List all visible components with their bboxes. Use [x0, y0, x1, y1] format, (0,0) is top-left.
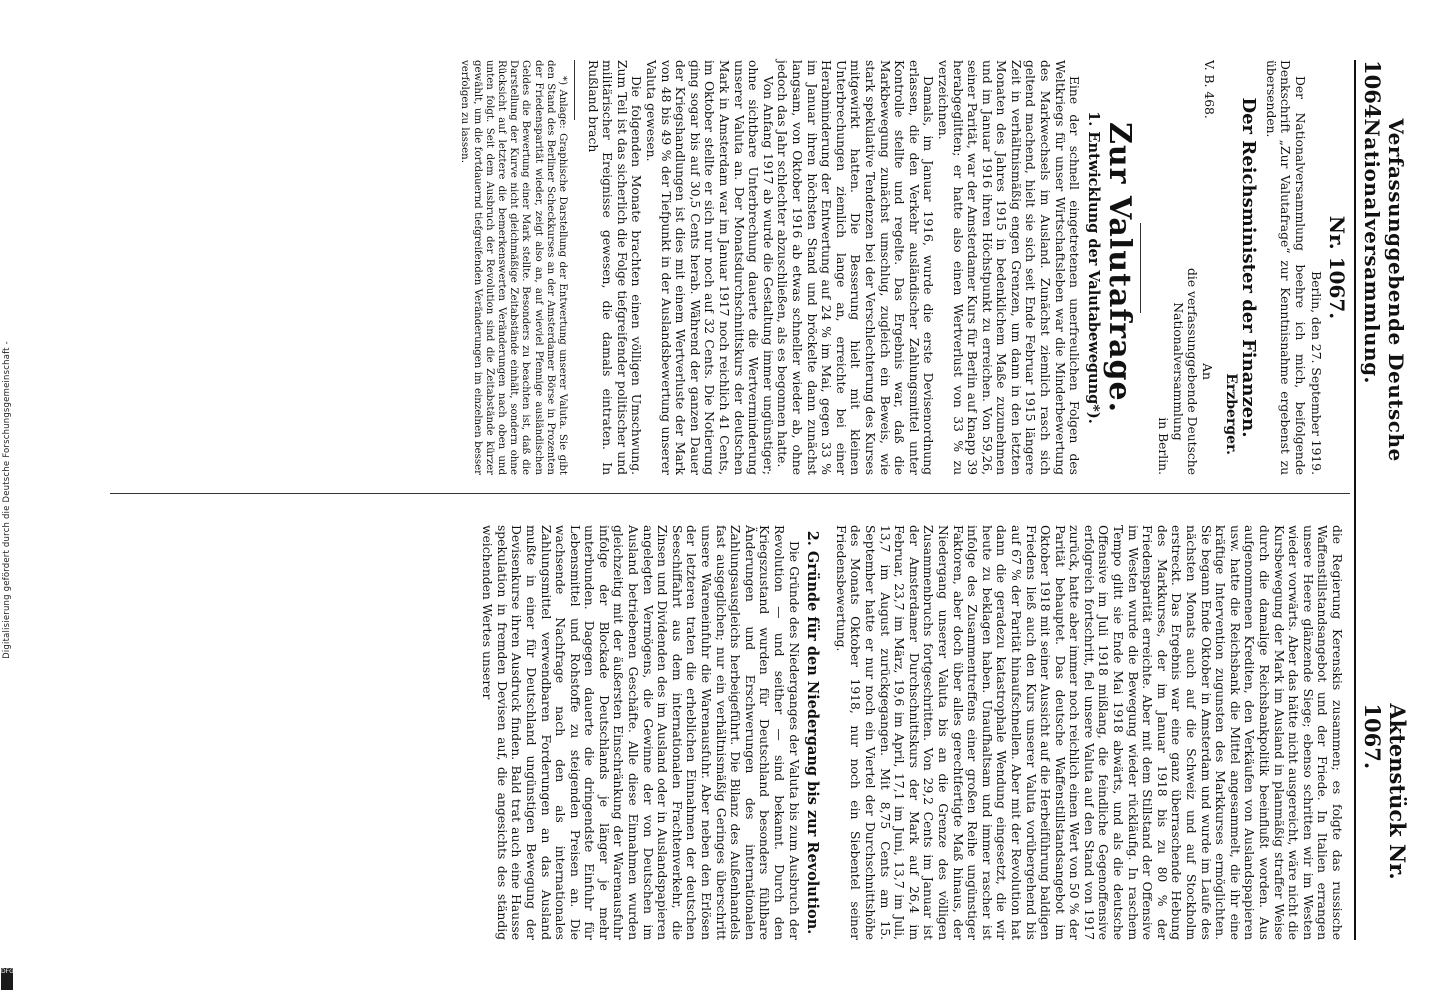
digitization-credit: [0, 0, 14, 1000]
section-1-heading: 1. Entwicklung der Valutabewegung*).: [1084, 111, 1102, 424]
footnote-rule: [574, 60, 575, 120]
credit-text: Digitalisierung gefördert durch die Deutsche Forschungsgemeinschaft -: [2, 341, 12, 659]
column-divider: [110, 493, 1350, 494]
dfg-logo: DFG: [1, 968, 13, 990]
reference-block: [1155, 60, 1215, 475]
paragraph: Eine der schnell eingetretenen unerfreulichen Folgen des Weltkriegs für unser Wirtschaftsleben war die Minderbewertung des Markwechsels im Ausland. Zunächst ziemlich rasch sich geltend machend, hielt sie sich seit Ende Februar 1915 längere Zeit in verhältnismäßig engen Grenzen, um dann in den letzten Monaten des Jahres 1915 in bedenklichem Maße zuzunehmen und im Januar 1916 ihren Höchstpunkt zu erreichen. Von 59,26, seiner Parität, war der Amsterdamer Kurs für Berlin auf knapp 39 herabgeglitten; er hatte also einen Wertverlust von 33 % zu verzeichnen.: [935, 60, 1082, 475]
address-line: An: [1199, 363, 1214, 380]
paragraph: Die Gründe des Niederganges der Valuta bis zum Ausbruch der Revolution — und seither — sind bekannt. Durch den Kriegszustand wurden für Deutschland besonders fühlbare Änderungen und Erschwerungen des internationalen Zahlungsausgleichs herbeigeführt. Die Bilanz des Außenhandels fast ausgeglichen; nur ein verhältnismäßig Geringes überschritt unsere Wareneinfuhr die Warenausfuhr. Aber neben den Erlösen der letzteren traten die erheblichen Einnahmen der deutschen Seeschiffahrt aus dem internationalen Frachtenverkehr, die Zinsen und Dividenden des im Ausland oder in Auslandspapieren angelegten Vermögens, die Gewinne der von Deutschen im Ausland betriebenen Geschäfte. Alle diese Einnahmen wurden gleichzeitig mit der äußersten Einschränkung der Warenausfuhr infolge der Blockade Deutschlands je länger je mehr unterbunden. Dagegen dauerte die dringendste Einfuhr für Lebensmittel und Rohstoffe zu steigenden Preisen an. Die wachsende Nachfrage nach den als internationales Zahlungsmittel verwendbaren Forderungen an das Ausland mußte in einer für Deutschland ungünstigen Bewegung der Devisenkurse ihren Ausdruck finden. Bald trat auch eine Hausse spekulation in fremden Devisen auf, die angesichts des ständig weichenden Wertes unserer: [480, 525, 801, 940]
address-line: in Berlin.: [1156, 417, 1171, 475]
footnote: *) Anlage: Graphische Darstellung der Entwertung unserer Valuta. Sie gibt den Stand des Berliner Scheckkurses an der Amsterdamer Börse in Prozenten der Friedensparität wieder, zeigt also an, auf wieviel Pfennige ausländischen Geldes die Bewertung einer Mark stellte. Besonders zu beachten ist, daß die Darstellung der Kurve nicht gleichmäßige Zeitabstände einhält, sondern ohne Rücksicht auf letztere die bemerkenswerten Veränderungen nach oben und unten folgt. Seit dem Ausbruch der Revolution sind die Zeitabstände kürzer gewählt, um die fortdauernd tiefgreifenden Veränderungen im einzelnen besser verfolgen zu lassen.: [459, 60, 569, 475]
minister-title: Der Reichsminister der Finanzen.: [1238, 97, 1260, 438]
intro-text: Der Nationalversammlung beehre ich mich, beifolgende Denkschrift „Zur Valutafrage“ zur Kenntnisnahme ergebenst zu übersenden.: [1263, 60, 1307, 475]
address-line: Nationalversammlung: [1170, 302, 1185, 441]
address-line: die verfassunggebende Deutsche: [1185, 268, 1200, 475]
page-number: 1064: [1360, 60, 1385, 119]
paragraph: Von Anfang 1917 ab wurde die Gestaltung immer ungünstiger; ohne sichtbare Unterbrechung dauerte die Wertverminderung unserer Valuta an. Der Monatsdurchschnittskurs der deutschen Mark in Amsterdam war im Januar 1917 noch reichlich 41 Cents, im Oktober stellte er sich nur noch auf 32 Cents. Die Notierung ging sogar bis auf 30,5 Cents herab. Während der ganzen Dauer der Kriegshandlungen ist dies mit einem Wertverluste der Mark von 48 bis 49 % der Tiefpunkt in der Auslandsbewertung unserer Valuta gewesen.: [644, 60, 775, 475]
main-title: Zur Valutafrage.: [1102, 121, 1138, 414]
paragraph: Die folgenden Monate brachten einen völligen Umschwung. Zum Teil ist das sicherlich die Folge tiefgreifender politischer und militärischer Ereignisse gewesen, die damals eintraten. In Rußland brach: [585, 60, 644, 475]
address-block: [1155, 268, 1213, 475]
right-column: [114, 525, 1344, 940]
reference-number: V. B. 468.: [1201, 60, 1216, 119]
dateline: Berlin, den 27. September 1919.: [1309, 271, 1324, 475]
publication-title: Verfassunggebende Deutsche Nationalversammlung.: [1360, 118, 1408, 462]
document-number: Nr. 1067.: [1325, 215, 1349, 320]
paragraph: die Regierung Kerenskis zusammen; es folgte das russische Waffenstillstandsangebot und der Friede. In Italien errangen unsere Heere glänzende Siege; ebenso schritten wir im Westen wieder vorwärts. Aber das hätte nicht ausgereicht, wäre nicht die Kursbewegung der Mark im Ausland in planmäßig straffer Weise durch die damalige Reichsbankpolitik beeinflußt worden. Aus aufgenommenen Krediten, den Verkäufen von Auslandspapieren usw. hatte die Reichsbank die Mittel angesammelt, die ihr eine kräftige Intervention zugunsten des Markkurses ermöglichten. Sie begann Ende Oktober in Amsterdam und wurde im Laufe des nächsten Monats auch auf die Schweiz und auf Stockholm erstreckt. Das Ergebnis war eine ganz überraschende Hebung des Markkurses, der im Januar 1918 bis zu 80 % der Friedensparität erreichte. Aber mit dem Stillstand der Offensive im Westen wurde die Bewegung wieder rückläufig. In raschem Tempo glitt sie Ende Mai 1918 abwärts, und als die deutsche Offensive im Juli 1918 mißlang, die feindliche Gegenoffensive erfolgreich fortschritt, fiel unsere Valuta auf den Stand von 1917 zurück, hatte aber immer noch reichlich einen Wert von 50 % der Parität behauptet. Das deutsche Waffenstillstandsangebot im Oktober 1918 mit seiner Aussicht auf die Herbeiführung baldigen Friedens ließ auch den Kurs unserer Valuta vorübergehend bis auf 67 % der Parität hinaufschnellen. Aber mit der Revolution hat dann die geradezu katastrophale Wendung eingesetzt, die wir heute zu beklagen haben. Unaufhaltsam und immer rascher ist infolge des Zusammentreffens einer großen Reihe ungünstiger Faktoren, aber doch über alles gerechtfertigte Maß hinaus, der Niedergang unserer Valuta bis an die Grenze des völligen Zusammenbruchs fortgeschritten. Von 29,2 Cents im Januar ist der Amsterdamer Durchschnittskurs der Mark auf 26,4 im Februar, 23,7 im März, 19,6 im April, 17,1 im Juni, 13,7 im Juli, 13,7 im August zurückgegangen. Mit 8,75 Cents am 15. September hatte er nur noch ein Viertel der Durchschnittshöhe des Monats Oktober 1918, nur noch ein Siebentel seiner Friedensbewertung.: [833, 525, 1344, 940]
left-column: [114, 60, 1349, 475]
page-header: [1354, 60, 1410, 940]
signature: Erzberger.: [1223, 373, 1240, 455]
section-2-heading: 2. Gründe für den Niedergang bis zur Revolution.: [804, 530, 822, 935]
aktenstueck-label: Aktenstück Nr. 1067.: [1360, 703, 1410, 880]
paragraph: Damals, im Januar 1916, wurde die erste Devisenordnung erlassen, die den Verkehr ausländischer Zahlungsmittel unter Kontrolle stellte und regelte. Das Ergebnis war, daß die Markbewegung zunächst umschlug, zugleich ein Beweis, wie stark spekulative Tendenzen bei der Verschlechterung des Kurses mitgewirkt hatten. Die Besserung hielt mit kleinen Unterbrechungen ziemlich lange an, erreichte bei einer Herabminderung der Entwertung auf 24 % im Mai, gegen 33 % im Januar ihren höchsten Stand und bröckelte dann zunächst langsam, von Oktober 1916 ab etwas schneller wieder ab, ohne jedoch das Jahr schlechter abzuschließen, als es begonnen hatte.: [775, 60, 936, 475]
separator-rule: [1140, 223, 1141, 313]
document-page: [100, 0, 1410, 1000]
